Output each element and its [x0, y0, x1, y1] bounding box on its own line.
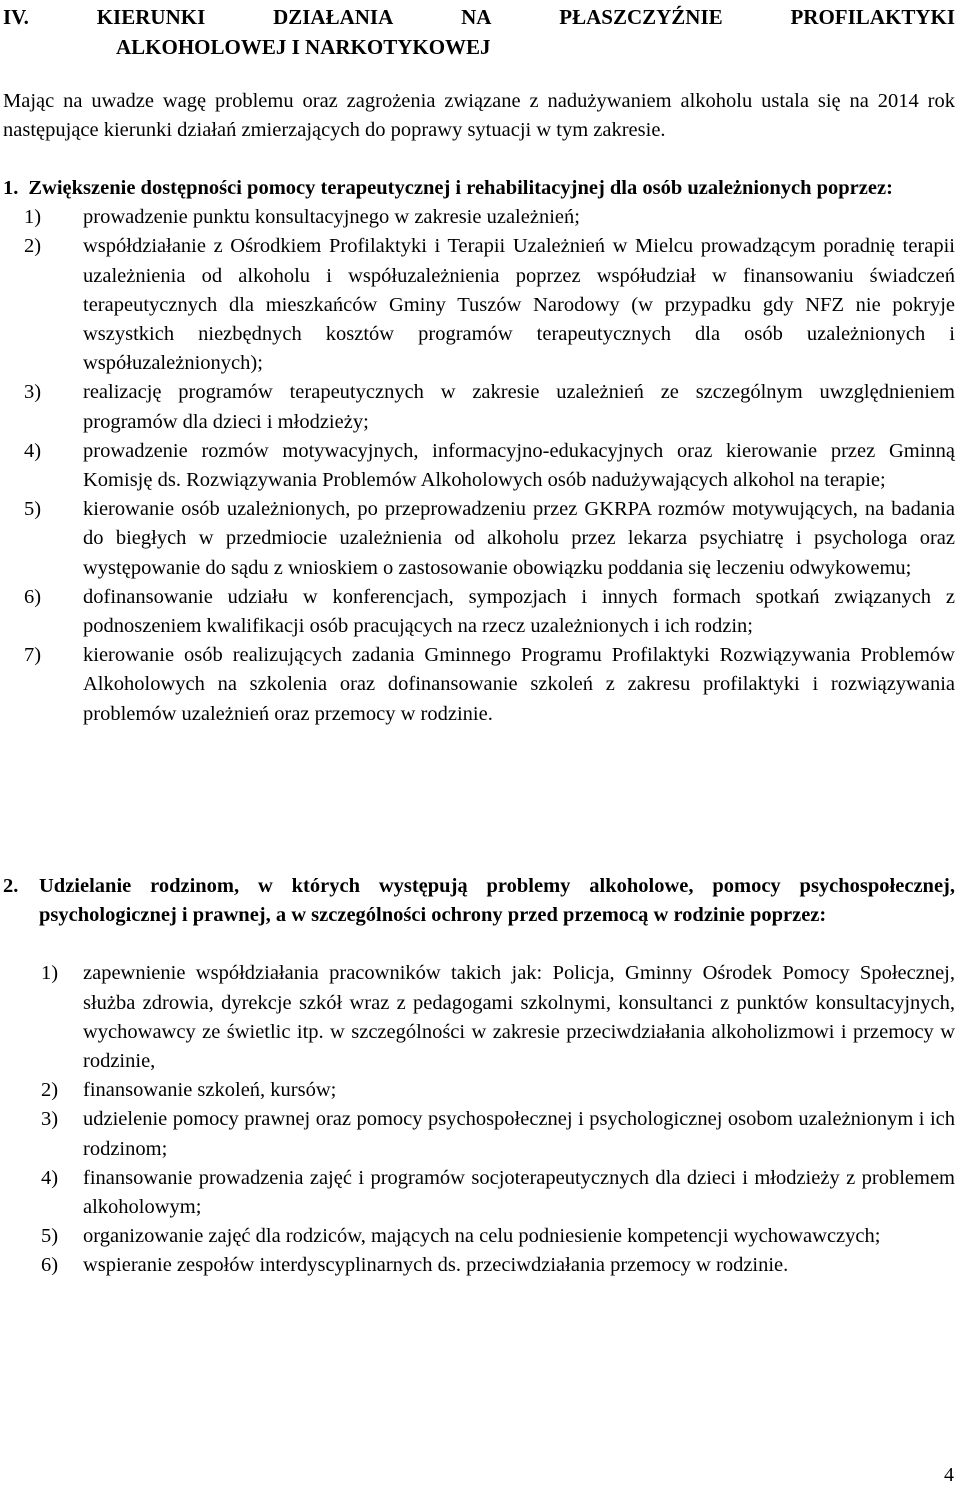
- intro-paragraph: Mając na uwadze wagę problemu oraz zagrożenia związane z nadużywaniem alkoholu ustala się na 2014 rok następujące kierunki działań zmierzających do poprawy sytuacji w tym zakresie.: [3, 90, 955, 142]
- list-item-number: 2): [24, 235, 42, 258]
- section-1: [3, 174, 955, 729]
- list-item-number: 2): [41, 1079, 59, 1102]
- list-item-text: organizowanie zajęć dla rodziców, mających na celu podniesienie kompetencji wychowawczych;: [83, 1225, 881, 1248]
- list-item: [3, 959, 955, 1076]
- list-item-text: kierowanie osób realizujących zadania Gminnego Programu Profilaktyki Rozwiązywania Problemów Alkoholowych na szkolenia oraz dofinansowanie szkoleń z zakresu profilaktyki i rozwiązywania problemów uzależnień oraz przemocy w rodzinie.: [83, 644, 955, 725]
- list-item-number: 6): [24, 585, 42, 608]
- chapter-heading: [3, 2, 955, 62]
- list-item-text: prowadzenie rozmów motywacyjnych, informacyjno-edukacyjnych oraz kierowanie przez Gminną Komisję ds. Rozwiązywania Problemów Alkoholowych osób nadużywających alkohol na terapie;: [83, 439, 955, 492]
- list-item-text: finansowanie prowadzenia zajęć i programów socjoterapeutycznych dla dzieci i młodzieży z problemem alkoholowym;: [83, 1166, 955, 1219]
- list-item-text: współdziałanie z Ośrodkiem Profilaktyki i Terapii Uzależnień w Mielcu prowadzącym poradnię terapii uzależnienia od alkoholu i współuzależnienia poprzez współudział w finansowaniu świadczeń terapeutycznych dla mieszkańców Gminy Tuszów Narodowy (w przypadku gdy NFZ nie pokryje wszystkich niezbędnych kosztów programów terapeutycznych dla osób uzależnionych i współuzależnionych);: [83, 235, 955, 375]
- heading-word-2: DZIAŁANIA: [273, 5, 394, 29]
- list-item-number: 4): [24, 439, 42, 462]
- list-item-number: 5): [41, 1225, 59, 1248]
- list-item-number: 7): [24, 644, 42, 667]
- list-item-number: 3): [41, 1108, 59, 1131]
- list-item: [3, 203, 955, 232]
- list-item-text: zapewnienie współdziałania pracowników takich jak: Policja, Gminny Ośrodek Pomocy Społecznej, służba zdrowia, dyrekcje szkół wraz z pedagogami szkolnymi, konsultanci z punktów konsultacyjnych, wychowawcy ze świetlic itp. w szczególności w zakresie przeciwdziałania alkoholizmowi i przemocy w rodzinie,: [83, 962, 955, 1073]
- list-item-number: 5): [24, 498, 42, 521]
- list-item-number: 6): [41, 1254, 59, 1277]
- section-2-number: 2.: [3, 875, 19, 897]
- list-item: [3, 583, 955, 641]
- list-item: [3, 1105, 955, 1163]
- section-2-title: [3, 872, 955, 930]
- list-item-text: realizację programów terapeutycznych w zakresie uzależnień ze szczególnym uwzględnieniem programów dla dzieci i młodzieży;: [83, 381, 955, 433]
- list-item-text: dofinansowanie udziału w konferencjach, sympozjach i innych formach spotkań związanych z podnoszeniem kwalifikacji osób pracujących na rzecz uzależnionych i ich rodzin;: [83, 585, 955, 638]
- list-item: [3, 1164, 955, 1222]
- heading-word-5: PROFILAKTYKI: [790, 5, 955, 29]
- list-item-text: wspieranie zespołów interdyscyplinarnych ds. przeciwdziałania przemocy w rodzinie.: [83, 1254, 789, 1277]
- list-item-text: udzielenie pomocy prawnej oraz pomocy psychospołecznej i psychologicznej osobom uzależnionym i ich rodzinom;: [83, 1108, 955, 1160]
- list-item: [3, 378, 955, 436]
- list-item-text: kierowanie osób uzależnionych, po przeprowadzeniu przez GKRPA rozmów motywujących, na badania do biegłych w przedmiocie uzależnienia od alkoholu przez lekarza psychiatrę i psychologa oraz występowanie do sądu z wnioskiem o zastosowanie obowiązku poddania się leczeniu odwykowemu;: [83, 498, 955, 579]
- page-number: 4: [944, 1464, 954, 1486]
- section-2-list: [3, 959, 955, 1280]
- heading-word-3: NA: [461, 5, 492, 29]
- list-item: [3, 437, 955, 495]
- list-item: [3, 1251, 955, 1280]
- list-item-number: 1): [24, 206, 42, 229]
- list-item: [3, 641, 955, 729]
- section-2: [3, 872, 955, 1281]
- list-item: [3, 1222, 955, 1251]
- list-item-text: prowadzenie punktu konsultacyjnego w zakresie uzależnień;: [83, 206, 580, 229]
- section-1-list: [3, 203, 955, 729]
- section-1-number: 1.: [3, 177, 19, 199]
- heading-line-2: ALKOHOLOWEJ I NARKOTYKOWEJ: [116, 35, 491, 59]
- section-1-title: [3, 174, 955, 203]
- list-item: [3, 1076, 955, 1105]
- chapter-roman-numeral: IV.: [3, 5, 29, 29]
- heading-word-4: PŁASZCZYŹNIE: [559, 5, 723, 29]
- section-2-title-text: Udzielanie rodzinom, w których występują problemy alkoholowe, pomocy psychospołecznej, psychologicznej i prawnej, a w szczególności ochrony przed przemocą w rodzinie poprzez:: [39, 875, 955, 927]
- list-item: [3, 495, 955, 583]
- list-item-text: finansowanie szkoleń, kursów;: [83, 1079, 337, 1102]
- list-item: [3, 232, 955, 378]
- list-item-number: 4): [41, 1166, 59, 1189]
- list-item-number: 1): [41, 962, 59, 985]
- list-item-number: 3): [24, 381, 42, 404]
- section-1-title-text: Zwiększenie dostępności pomocy terapeutycznej i rehabilitacyjnej dla osób uzależnionych poprzez:: [28, 177, 893, 199]
- heading-word-1: KIERUNKI: [96, 5, 206, 29]
